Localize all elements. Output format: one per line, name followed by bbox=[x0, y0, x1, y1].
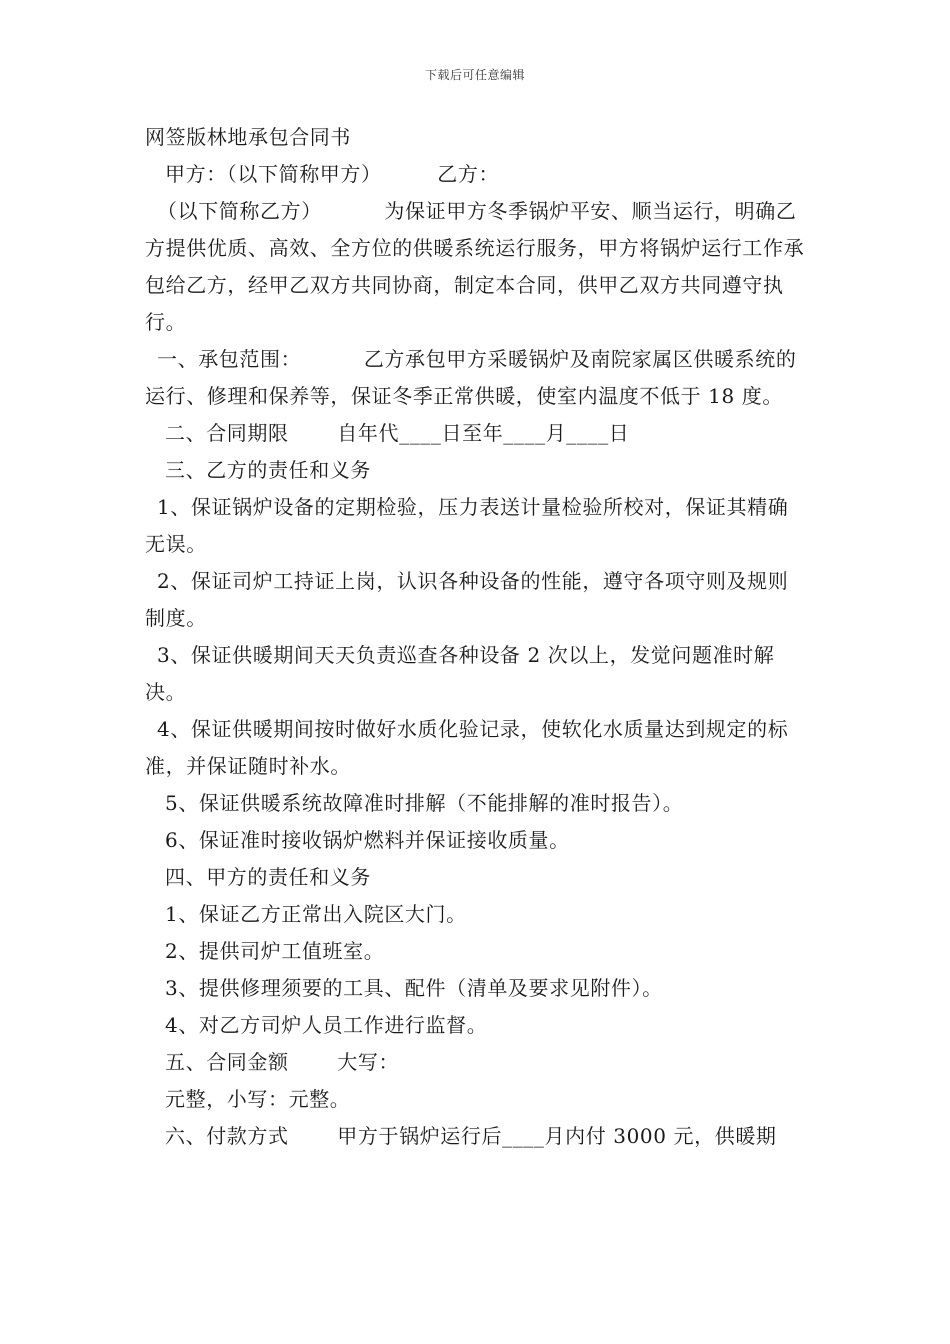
page-header: 下载后可任意编辑 bbox=[424, 68, 525, 82]
section-scope: 一、承包范围： 乙方承包甲方采暖锅炉及南院家属区供暖系统的运行、修理和保养等，保证冬季正常供暖，使室内温度不低于 18 度。 bbox=[145, 347, 797, 408]
section-party-b-duties: 三、乙方的责任和义务 bbox=[165, 458, 371, 482]
document-body bbox=[145, 119, 807, 1155]
section-party-a-duties: 四、甲方的责任和义务 bbox=[165, 865, 371, 889]
party-a-duty-item: 1、保证乙方正常出入院区大门。 bbox=[165, 902, 467, 926]
party-b-duty-item: 4、保证供暖期间按时做好水质化验记录，使软化水质量达到规定的标准，并保证随时补水。 bbox=[145, 717, 789, 778]
section-amount: 五、合同金额 大写： bbox=[165, 1050, 400, 1074]
party-a-duty-item: 2、提供司炉工值班室。 bbox=[165, 939, 385, 963]
party-line: 甲方：（以下简称甲方） 乙方： bbox=[165, 162, 500, 186]
party-b-duty-item: 6、保证准时接收锅炉燃料并保证接收质量。 bbox=[165, 828, 570, 852]
preamble-paragraph: （以下简称乙方） 为保证甲方冬季锅炉平安、顺当运行，明确乙方提供优质、高效、全方位的供暖系统运行服务，甲方将锅炉运行工作承包给乙方，经甲乙双方共同协商，制定本合同，供甲乙双方共同遵守执行。 bbox=[145, 199, 805, 334]
party-a-duty-item: 3、提供修理须要的工具、配件（清单及要求见附件）。 bbox=[165, 976, 663, 1000]
party-b-duty-item: 5、保证供暖系统故障准时排解（不能排解的准时报告）。 bbox=[165, 791, 684, 815]
party-b-duty-item: 3、保证供暖期间天天负责巡查各种设备 2 次以上，发觉问题准时解决。 bbox=[145, 643, 775, 704]
party-b-duty-item: 2、保证司炉工持证上岗，认识各种设备的性能，遵守各项守则及规则制度。 bbox=[145, 569, 789, 630]
amount-detail: 元整，小写：元整。 bbox=[165, 1087, 351, 1111]
party-a-duty-item: 4、对乙方司炉人员工作进行监督。 bbox=[165, 1013, 488, 1037]
party-b-duty-item: 1、保证锅炉设备的定期检验，压力表送计量检验所校对，保证其精确无误。 bbox=[145, 495, 789, 556]
document-title: 网签版林地承包合同书 bbox=[145, 125, 351, 149]
section-term: 二、合同期限 自年代____日至年____月____日 bbox=[165, 421, 630, 445]
section-payment: 六、付款方式 甲方于锅炉运行后____月内付 3000 元，供暖期 bbox=[165, 1124, 777, 1148]
